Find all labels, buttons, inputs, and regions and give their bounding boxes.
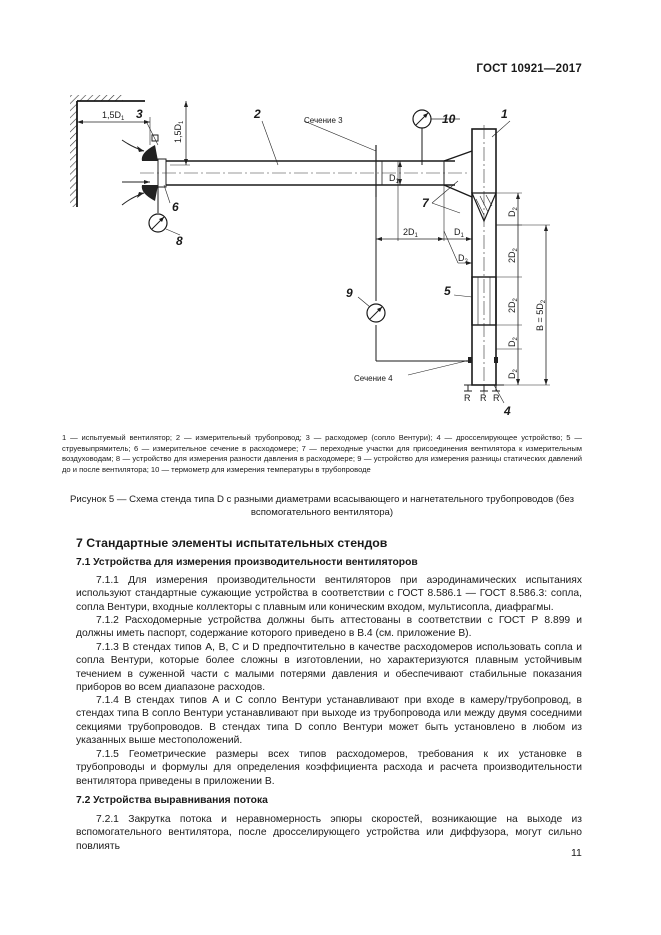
callout-1: 1 bbox=[501, 107, 508, 121]
measuring-duct bbox=[140, 145, 470, 241]
label-2d2-a: $2D_2$ bbox=[507, 248, 519, 263]
document-code: ГОСТ 10921—2017 bbox=[476, 63, 582, 75]
test-stand-diagram bbox=[60, 85, 560, 425]
label-d1-b: $D_1$ bbox=[454, 227, 464, 239]
figure-caption: Рисунок 5 — Схема стенда типа D с разными диаметрами всасывающего и нагнетательного трубопроводов (без вспомогательного вентилятора) bbox=[70, 494, 574, 518]
label-2d1: $2D_1$ bbox=[403, 227, 418, 239]
callout-4: 4 bbox=[504, 404, 511, 418]
paragraph-7-1-1: 7.1.1 Для измерения производительности вентиляторов при аэродинамических испытаниях используют стандартные сужающие устройства в соответствии с ГОСТ 8.586.1 — ГОСТ 8.586.3: сопла, сопла Вентури, входные коллекторы с плавным или коническим входом, мультисопла, диафрагмы. bbox=[76, 575, 582, 613]
callout-10: 10 bbox=[442, 112, 456, 126]
callout-8: 8 bbox=[176, 234, 183, 248]
label-b-5d2: $B = 5D_2$ bbox=[535, 299, 547, 331]
callout-3: 3 bbox=[136, 107, 143, 121]
section-7-2-title: 7.2 Устройства выравнивания потока bbox=[76, 795, 268, 806]
dim-label-15d1-horizontal: $1,5D_1$ bbox=[102, 110, 125, 122]
transition-pieces bbox=[444, 151, 472, 197]
page-number: 11 bbox=[571, 847, 582, 859]
label-r-1: R bbox=[464, 393, 471, 403]
label-d2-b: $D_2$ bbox=[507, 337, 519, 347]
callout-7: 7 bbox=[422, 196, 429, 210]
paragraph-7-1-3: 7.1.3 В стендах типов А, В, С и D предпочтительно в качестве расходомеров использовать сопла и сопла Вентури, которые более сложны в изготовлении, но характеризуются плавным устойчивым течением в суженной части с малыми потерями давления и обеспечивают стабильные показания приборов во всем диапазоне расходов. bbox=[76, 642, 582, 694]
label-d2-c: $D_2$ bbox=[507, 369, 519, 379]
callout-9: 9 bbox=[346, 286, 353, 300]
paragraph-7-1-2: 7.1.2 Расходомерные устройства должны быть аттестованы в соответствии с ГОСТ Р 8.899 и должны иметь паспорт, содержание которого приведено в В.4 (см. приложение В). bbox=[76, 615, 582, 640]
label-r-3: R bbox=[493, 393, 500, 403]
pressure-line-9 bbox=[367, 197, 466, 361]
paragraph-7-2-1: 7.2.1 Закрутка потока и неравномерность эпюры скоростей, возникающие на выходе из вспомогательного вентилятора, после дросселирующего устройства или диффузора, могут сильно повлиять bbox=[76, 814, 582, 852]
label-2d2-b: $2D_2$ bbox=[507, 298, 519, 313]
dim-d2-chain bbox=[496, 193, 550, 385]
label-d1: $D_1$ bbox=[389, 173, 399, 185]
label-d2-a: $D_2$ bbox=[507, 207, 519, 217]
section-7-title: 7 Стандартные элементы испытательных стендов bbox=[76, 536, 388, 550]
label-section-3: Сечение 3 bbox=[304, 116, 343, 125]
label-d2: $D_2$ bbox=[458, 253, 468, 265]
venturi-inlet bbox=[122, 135, 166, 205]
paragraph-7-1-4: 7.1.4 В стендах типов А и С сопло Вентури устанавливают при входе в камеру/трубопровод, в стендах типа В сопло Вентури устанавливают при выходе из трубопровода или между двумя соседними секциями трубопроводов. В стендах типа D сопло Вентури может быть установлено в любом из указанных выше местоположений. bbox=[76, 695, 582, 747]
callout-2: 2 bbox=[254, 107, 261, 121]
label-r-2: R bbox=[480, 393, 487, 403]
fan-column bbox=[464, 125, 504, 395]
label-section-4: Сечение 4 bbox=[354, 374, 393, 383]
dim-label-15d1-vertical: $1,5D_1$ bbox=[173, 120, 185, 143]
section-7-1-title: 7.1 Устройства для измерения производительности вентиляторов bbox=[76, 557, 418, 568]
figure-legend: 1 — испытуемый вентилятор; 2 — измерительный трубопровод; 3 — расходомер (сопло Вентури); 4 — дросселирующее устройство; 5 — струевыпрямитель; 6 — измерительное сечение в расходомере; 7 — переходные участки для присоединения вентилятора к измерительным воздуховодам; 8 — устройство для измерения разности давления в расходомере; 9 — устройство для измерения разницы статических давлений до и после вентилятора; 10 — термометр для измерения температуры в трубопроводе bbox=[62, 433, 582, 474]
callout-6: 6 bbox=[172, 200, 179, 214]
paragraph-7-1-5: 7.1.5 Геометрические размеры всех типов расходомеров, требования к их установке в трубопроводы и формулы для определения коэффициента расхода и расчета производительности вентилятора приведены в приложении В. bbox=[76, 749, 582, 787]
callout-5: 5 bbox=[444, 284, 451, 298]
